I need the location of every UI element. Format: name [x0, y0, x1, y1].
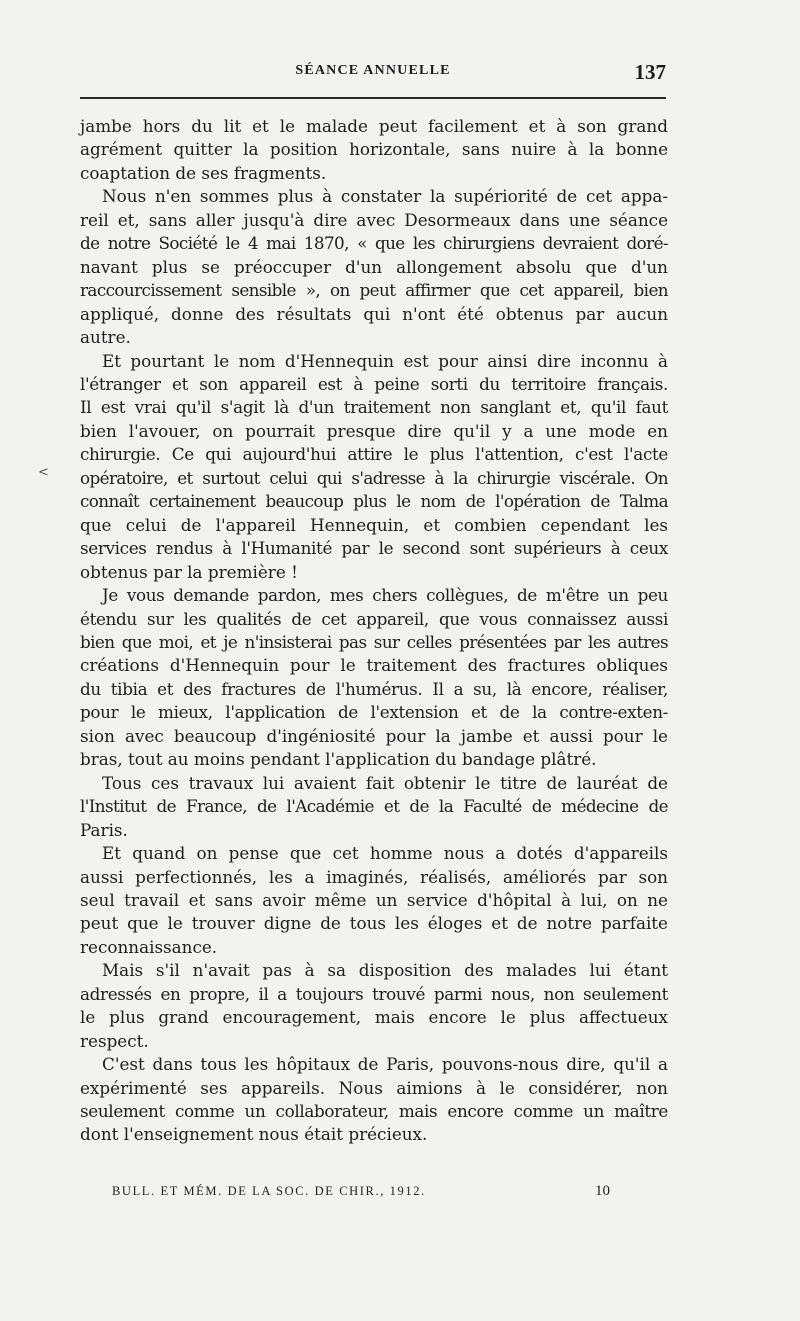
paragraph-start-line: Tous ces travaux lui avaient fait obtenir le titre de lauréat de — [102, 772, 668, 793]
text-line: seul travail et sans avoir même un service d'hôpital à lui, on ne — [80, 889, 668, 910]
text-line: du tibia et des fractures de l'humérus. Il a su, là encore, réaliser, — [80, 678, 668, 699]
text-line: opératoire, et surtout celui qui s'adresse à la chirurgie viscérale. On — [80, 467, 668, 488]
signature-number: 10 — [595, 1183, 610, 1199]
text-line: obtenus par la première ! — [80, 561, 298, 582]
text-line: étendu sur les qualités de cet appareil, que vous connaissez aussi — [80, 608, 668, 629]
footer-citation: BULL. ET MÉM. DE LA SOC. DE CHIR., 1912. — [112, 1184, 426, 1198]
text-line: jambe hors du lit et le malade peut facilement et à son grand — [80, 116, 668, 136]
text-line: agrément quitter la position horizontale, sans nuire à la bonne — [80, 139, 668, 160]
text-line: services rendus à l'Humanité par le second sont supérieurs à ceux — [80, 538, 668, 559]
running-head — [80, 60, 666, 88]
text-line: coaptation de ses fragments. — [80, 162, 327, 183]
paragraph-start-line: Et pourtant le nom d'Hennequin est pour ainsi dire inconnu à — [102, 350, 668, 371]
text-line: sion avec beaucoup d'ingéniosité pour la jambe et aussi pour le — [80, 725, 668, 746]
text-line: respect. — [80, 1030, 149, 1051]
paragraph-start-line: Mais s'il n'avait pas à sa disposition des malades lui étant — [102, 960, 668, 981]
text-line: reconnaissance. — [80, 936, 218, 957]
page-footer — [112, 1184, 610, 1204]
paragraph-start-line: Et quand on pense que cet homme nous a dotés d'appareils — [102, 843, 668, 864]
text-line: que celui de l'appareil Hennequin, et combien cependant les — [80, 514, 668, 535]
text-line: expérimenté ses appareils. Nous aimions à le considérer, non — [80, 1077, 668, 1098]
text-line: connaît certainement beaucoup plus le nom de l'opération de Talma — [80, 491, 668, 512]
text-line: l'étranger et son appareil est à peine sorti du territoire français. — [80, 373, 668, 394]
text-line: Paris. — [80, 819, 128, 840]
body-text — [80, 115, 668, 1147]
text-line: autre. — [80, 327, 131, 348]
paragraph-start-line: Je vous demande pardon, mes chers collègues, de m'être un peu — [102, 585, 668, 606]
text-line: appliqué, donne des résultats qui n'ont été obtenus par aucun — [80, 303, 668, 324]
running-title: SÉANCE ANNUELLE — [295, 63, 451, 78]
text-line: seulement comme un collaborateur, mais encore comme un maître — [80, 1101, 668, 1122]
text-line: l'Institut de France, de l'Académie et de la Faculté de médecine de — [80, 796, 668, 817]
paragraph-start-line: C'est dans tous les hôpitaux de Paris, pouvons-nous dire, qu'il a — [102, 1054, 668, 1075]
text-line: reil et, sans aller jusqu'à dire avec Desormeaux dans une séance — [80, 209, 668, 230]
text-line: le plus grand encouragement, mais encore le plus affectueux — [80, 1007, 668, 1028]
text-line: Il est vrai qu'il s'agit là d'un traitement non sanglant et, qu'il faut — [80, 397, 668, 418]
text-line: navant plus se préoccuper d'un allongement absolu que d'un — [80, 256, 668, 277]
text-line: peut que le trouver digne de tous les éloges et de notre parfaite — [80, 913, 668, 934]
paragraph-start-line: Nous n'en sommes plus à constater la supériorité de cet appa- — [102, 186, 668, 207]
page-number: 137 — [634, 60, 666, 84]
text-line: dont l'enseignement nous était précieux. — [80, 1124, 428, 1145]
text-line: aussi perfectionnés, les a imaginés, réalisés, améliorés par son — [80, 866, 668, 887]
header-rule — [80, 97, 666, 99]
text-line: de notre Société le 4 mai 1870, « que les chirurgiens devraient doré- — [80, 233, 668, 254]
margin-mark: < — [38, 465, 49, 480]
text-line: créations d'Hennequin pour le traitement des fractures obliques — [80, 655, 668, 676]
text-line: bien que moi, et je n'insisterai pas sur celles présentées par les autres — [80, 631, 668, 652]
text-line: raccourcissement sensible », on peut affirmer que cet appareil, bien — [80, 280, 668, 301]
text-line: pour le mieux, l'application de l'extension et de la contre-exten- — [80, 702, 668, 723]
text-line: adressés en propre, il a toujours trouvé parmi nous, non seulement — [80, 983, 668, 1004]
text-line: bras, tout au moins pendant l'application du bandage plâtré. — [80, 749, 597, 770]
text-line: chirurgie. Ce qui aujourd'hui attire le plus l'attention, c'est l'acte — [80, 444, 668, 465]
text-line: bien l'avouer, on pourrait presque dire qu'il y a une mode en — [80, 420, 668, 441]
